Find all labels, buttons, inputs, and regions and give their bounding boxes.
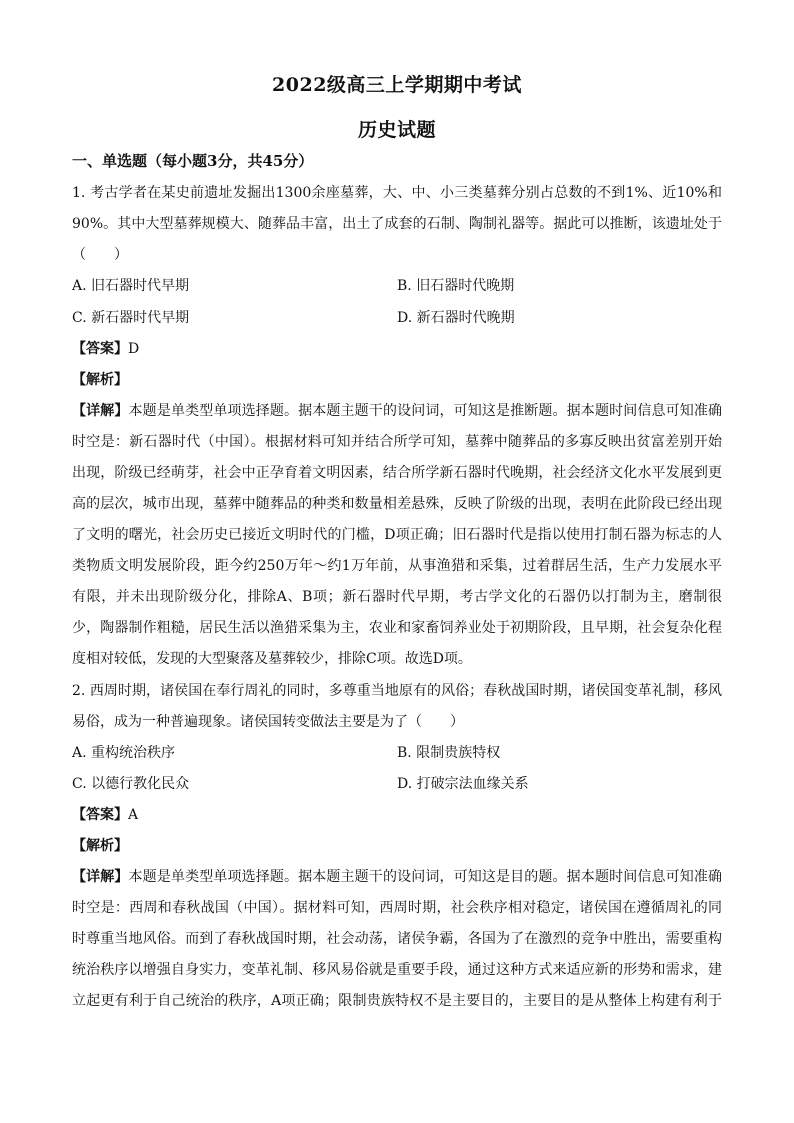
q1-detail-line-6: 类物质文明发展阶段，距今约250万年～约1万年前，从事渔猎和采集，过着群居生活，生产力发展水平 <box>72 558 722 574</box>
q1-option-c: C. 新石器时代早期 <box>72 310 190 326</box>
q1-detail-line-9: 度相对较低，发现的大型聚落及墓葬较少，排除C项。故选D项。 <box>72 651 472 667</box>
exam-subtitle: 历史试题 <box>357 119 436 141</box>
q1-stem-line-1: 1. 考古学者在某史前遗址发掘出1300余座墓葬，大、中、小三类墓葬分别占总数的不到1%、近10%和 <box>72 185 722 201</box>
q2-answer-tag: 【答案】 <box>72 807 128 823</box>
q2-detail-tag: 【详解】 <box>72 869 129 885</box>
q2-detail-line-2: 时空是：西周和春秋战国（中国）。据材料可知，西周时期，社会秩序相对稳定，诸侯国在遵循周礼的同 <box>72 900 722 916</box>
q2-stem-line-1: 2. 西周时期，诸侯国在奉行周礼的同时，多尊重当地原有的风俗；春秋战国时期，诸侯国变革礼制，移风 <box>72 683 722 699</box>
q1-detail-line-8: 少，陶器制作粗糙，居民生活以渔猎采集为主，农业和家畜饲养业处于初期阶段，且早期，社会复杂化程 <box>72 620 722 636</box>
q1-detail-line-5: 了文明的曙光，社会历史已接近文明时代的门槛，D项正确；旧石器时代是指以使用打制石器为标志的人 <box>72 527 722 543</box>
q2-answer <box>72 806 722 824</box>
q1-detail-text-1: 本题是单类型单项选择题。据本题主题干的设问词，可知这是推断题。据本题时间信息可知准确 <box>128 403 723 419</box>
q1-answer <box>72 340 722 358</box>
q2-detail-line-5: 立起更有利于自己统治的秩序，A项正确；限制贵族特权不是主要目的，主要目的是从整体上构建有利于 <box>72 993 722 1009</box>
exam-title: 2022级高三上学期期中考试 <box>272 74 522 96</box>
section-heading: 一、单选题（每小题3分，共45分） <box>72 152 314 170</box>
q1-option-d: D. 新石器时代晚期 <box>397 310 515 326</box>
q2-detail-text-1: 本题是单类型单项选择题。据本题主题干的设问词，可知这是目的题。据本题时间信息可知准确 <box>128 869 723 885</box>
q1-detail-line-4: 高的层次，城市出现，墓葬中随葬品的种类和数量相差悬殊，反映了阶级的出现，表明在此阶段已经出现 <box>72 496 722 512</box>
q1-detail-line-2: 时空是：新石器时代（中国）。根据材料可知并结合所学可知，墓葬中随葬品的多寡反映出贫富差别开始 <box>72 434 722 450</box>
q2-detail-line-1 <box>72 868 722 886</box>
q1-detail-line-7: 有限，并未出现阶级分化，排除A、B项；新石器时代早期，考古学文化的石器仍以打制为主，磨制很 <box>72 589 722 605</box>
q1-detail-line-1 <box>72 402 722 420</box>
q1-answer-tag: 【答案】 <box>72 341 128 357</box>
q2-detail-line-3: 时尊重当地风俗。而到了春秋战国时期，社会动荡，诸侯争霸，各国为了在激烈的竞争中胜出，需要重构 <box>72 931 722 947</box>
q2-analysis-tag: 【解析】 <box>72 838 128 854</box>
q1-analysis-tag: 【解析】 <box>72 372 128 388</box>
q2-option-c: C. 以德行教化民众 <box>72 776 190 792</box>
q1-answer-value: D <box>128 341 140 357</box>
q1-option-a: A. 旧石器时代早期 <box>72 278 190 294</box>
q2-option-a: A. 重构统治秩序 <box>72 745 176 761</box>
q2-stem-line-2: 易俗，成为一种普遍现象。诸侯国转变做法主要是为了（ ） <box>72 714 464 730</box>
q2-option-d: D. 打破宗法血缘关系 <box>397 776 529 792</box>
q1-stem-line-3: （ ） <box>72 247 128 263</box>
q2-option-b: B. 限制贵族特权 <box>397 745 501 761</box>
q1-stem-line-2: 90%。其中大型墓葬规模大、随葬品丰富，出土了成套的石制、陶制礼器等。据此可以推断，该遗址处于 <box>72 216 722 232</box>
q1-detail-line-3: 出现，阶级已经萌芽，社会中正孕育着文明因素，结合所学新石器时代晚期，社会经济文化水平发展到更 <box>72 465 722 481</box>
q2-detail-line-4: 统治秩序以增强自身实力，变革礼制、移风易俗就是重要手段，通过这种方式来适应新的形势和需求，建 <box>72 962 722 978</box>
q1-detail-tag: 【详解】 <box>72 403 129 419</box>
q2-answer-value: A <box>128 807 139 823</box>
q1-option-b: B. 旧石器时代晚期 <box>397 278 515 294</box>
